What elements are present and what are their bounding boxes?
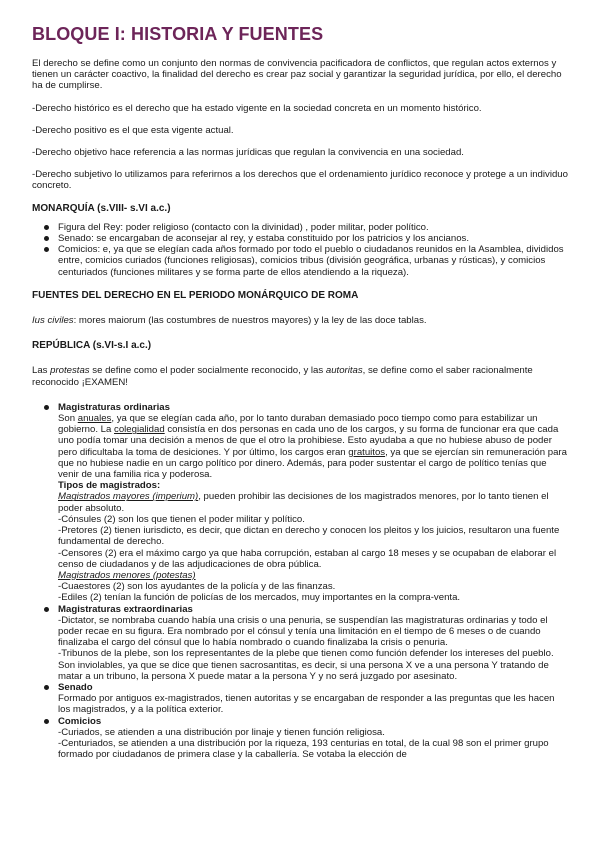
text-run: consistía en dos personas en cada uno de los cargos, y su forma de funcionar era que cada uno podía tomar una decisión a menos de que el otro la prohibiese. Esto ayudaba a que no hubiese abuso de poder pero dificultaba la toma de desiciones. Y por último, los cargos eran [58,424,559,458]
censores-line: -Censores (2) era el máximo cargo ya que haba corrupción, estaban al cargo 18 meses y se ocupaban de elaborar el censo de ciudadanos y de las adjudicaciones de obra pública. [58,547,557,570]
centuriados-line: -Centuriados, se atienden a una distribución por la riqueza, 193 centurias en total, de la cual 98 son el primer grupo formado por ciudadanos de primera clase y la caballería. Se votaba la elección de [58,737,549,761]
cuaestores-line: -Cuaestores (2) son los ayudantes de la policía y de las finanzas. [58,581,336,593]
republica-intro-c: , se define como el saber racionalmente reconocido ¡EXAMEN! [32,365,533,388]
magistrados-menores-label: Magistrados menores (potestas) [58,569,196,581]
magistrados-mayores-label: Magistrados mayores (imperium) [58,491,199,503]
ius-civiles-paragraph [32,315,568,326]
magistraturas-ordinarias-title: Magistraturas ordinarias [58,401,170,413]
republica-heading: REPÚBLICA (s.VI-s.I a.c.) [32,340,152,352]
republica-intro [32,365,568,387]
intro-paragraph: El derecho se define como un conjunto den normas de convivencia pacificadora de conflictos, que regulan actos externos y tienen un carácter coactivo, la finalidad del derecho es crear paz social y garantizar la seguridad jurídica, por ello, el derecho ha de cumplirse. [32,58,562,92]
text-run: , ya que se ejercían sin remuneración para que no hubiese nadie en un cargo político por dinero. Además, para poder sustentar el cargo de político tenías que venir de una familia rica y poderosa. [58,446,567,481]
monarquia-heading: MONARQUÍA (s.VIII- s.VI a.c.) [32,202,171,214]
tipos-magistrados-title: Tipos de magistrados: [58,480,161,492]
text-run: Son [58,413,78,425]
list-item: Figura del Rey: poder religioso (contacto con la divinidad) , poder militar, poder político. [44,222,568,233]
page-title: BLOQUE I: HISTORIA Y FUENTES [32,24,324,44]
fuentes-heading: FUENTES DEL DERECHO EN EL PERIODO MONÁRQUICO DE ROMA [32,289,359,301]
dictator-line: -Dictator, se nombraba cuando había una crisis o una penuria, se suspendían las magistraturas ordinarias y todo el poder recae en su figura. Era nombrado por el cónsul y tenía una limitación en el tiempo de 6 meses o de cuando finalizaba el cargo del cónsul que lo había nombrado o cuando finalizaba la crisis o penuria. [58,614,548,649]
consules-line: -Cónsules (2) son los que tienen el poder militar y político. [58,513,305,525]
anuales-term: anuales [77,413,112,425]
senado-text: Formado por antiguos ex-magistrados, tienen autoritas y se encargaban de responder a las preguntas que les hacen los magistrados, y a la política exterior. [58,693,555,716]
curiados-line: -Curiados, se atienden a una distribución por linaje y tienen función religiosa. [58,726,385,738]
list-item: Comicios: e, ya que se elegían cada años formado por todo el pueblo o ciudadanos reunidos en la Asamblea, divididos entre, comicios curiados (funciones religiosas), comicios tribus (división geográfica, urbanas y rústicas), y comicios centuriados (funciones militares y se forma parte de ellos atendiendo a la riqueza). [44,244,568,278]
pretores-line: -Pretores (2) tienen iurisdicto, es decir, que dictan en derecho y conocen los pleitos y los juicios, resultaron una fuente fundamental de derecho. [58,525,560,548]
republica-intro-b: se define como el poder socialmente reconocido, y las [89,365,326,377]
magistraturas-extraordinarias-title: Magistraturas extraordinarias [58,603,193,615]
magistraturas-extraordinarias-item [44,604,568,682]
republica-intro-a: Las [32,365,51,377]
definition-objetivo: -Derecho objetivo hace referencia a las normas jurídicas que regulan la convivencia en una sociedad. [32,147,464,159]
list-item: Senado: se encargaban de aconsejar al rey, y estaba constituido por los patricios y los ancianos. [44,233,568,244]
definition-historico: -Derecho histórico es el derecho que ha estado vigente en la sociedad concreta en un momento histórico. [32,102,482,114]
magistraturas-description [58,413,568,480]
ediles-line: -Ediles (2) tenían la función de policías de los mercados, muy importantes en la compra-venta. [58,592,461,604]
definition-subjetivo: -Derecho subjetivo lo utilizamos para referirnos a los derechos que el ordenamiento jurídico reconoce y protege a un individuo concreto. [32,169,568,192]
colegialidad-term: colegialidad [114,424,165,436]
comicios-title: Comicios [58,715,102,727]
monarquia-list [32,222,568,278]
ius-civiles-text: : mores maiorum (las costumbres de nuestros mayores) y la ley de las doce tablas. [73,315,427,327]
text-run: , ya que se elegían cada año, por lo tanto duraban demasiado poco tiempo como para estabilizar un gobierno. La [58,413,538,436]
gratuitos-term: gratuitos [348,446,386,458]
autoritas-term: autoritas [325,365,363,377]
senado-title: Senado [58,681,93,693]
magistrados-mayores-line [58,491,568,513]
ius-civiles-term: Ius civiles [32,315,74,327]
definition-positivo: -Derecho positivo es el que esta vigente actual. [32,124,234,136]
senado-item [44,682,568,716]
potestas-term: protestas [50,365,90,377]
republica-list [32,402,568,761]
magistraturas-ordinarias-item [44,402,568,604]
text-run: , pueden prohibir las decisiones de los magistrados menores, por lo tanto tienen el poder absoluto. [58,491,549,514]
comicios-item [44,716,568,761]
tribunos-line: -Tribunos de la plebe, son los representantes de la plebe que tienen como función defender los intereses del pueblo. Son inviolables, ya que se dice que tienen sacrosantitas, es decir, si una persona X ve a una persona Y tratando de matar a un tribuno, la persona X puede matar a la persona Y y no será juzgado por asesinato. [58,648,554,682]
